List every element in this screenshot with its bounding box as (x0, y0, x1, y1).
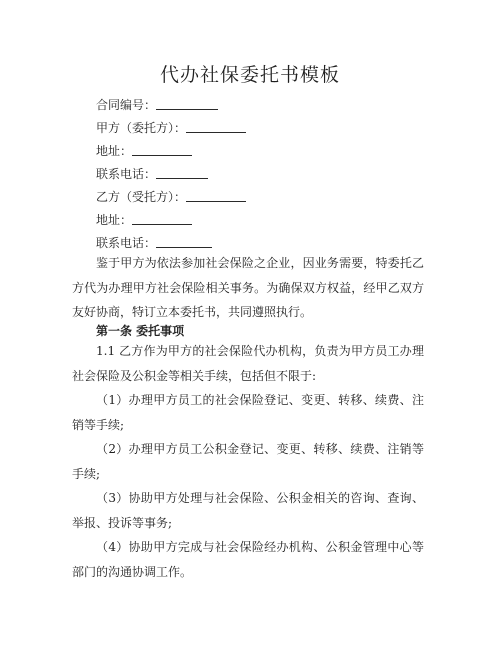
item-2: （2）办理甲方员工公积金登记、变更、转移、续费、注销等手续; (72, 442, 424, 481)
party-b-address-field (96, 212, 192, 228)
article-1-heading: 第一条 委托事项 (96, 324, 185, 338)
contract-number-field (96, 97, 218, 113)
party-a-phone-field (96, 166, 208, 182)
item-1: （1）办理甲方员工的社会保险登记、变更、转移、续费、注销等手续; (72, 393, 424, 432)
party-b-phone-blank[interactable] (156, 235, 212, 248)
party-a-address-blank[interactable] (132, 143, 192, 156)
party-a-phone-label: 联系电话： (96, 167, 157, 181)
party-b-field (96, 189, 246, 205)
party-b-label: 乙方（受托方）： (96, 190, 187, 204)
contract-number-blank[interactable] (156, 97, 218, 110)
item-4: （4）协助甲方完成与社会保险经办机构、公积金管理中心等部门的沟通协调工作。 (72, 540, 424, 579)
party-a-address-field (96, 143, 192, 159)
party-b-address-blank[interactable] (132, 212, 192, 225)
party-a-field (96, 120, 246, 136)
party-a-label: 甲方（委托方）： (96, 121, 187, 135)
document-title: 代办社保委托书模板 (159, 64, 340, 86)
party-a-phone-blank[interactable] (156, 166, 208, 179)
intro-paragraph: 鉴于甲方为依法参加社会保险之企业，因业务需要，特委托乙方代为办理甲方社会保险相关事务。为确保双方权益，经甲乙双方友好协商，特订立本委托书，共同遵照执行。 (72, 256, 424, 319)
clause-1-1: 1.1 乙方作为甲方的社会保险代办机构，负责为甲方员工办理社会保险及公积金等相关手续，包括但不限于: (72, 344, 424, 383)
party-b-phone-label: 联系电话： (96, 236, 157, 250)
party-b-blank[interactable] (186, 189, 246, 202)
party-b-phone-field (96, 235, 212, 251)
contract-number-label: 合同编号： (96, 98, 157, 112)
party-a-blank[interactable] (186, 120, 246, 133)
party-a-address-label: 地址： (96, 144, 133, 158)
item-3: （3）协助甲方处理与社会保险、公积金相关的咨询、查询、举报、投诉等事务; (72, 491, 424, 530)
party-b-address-label: 地址： (96, 213, 133, 227)
